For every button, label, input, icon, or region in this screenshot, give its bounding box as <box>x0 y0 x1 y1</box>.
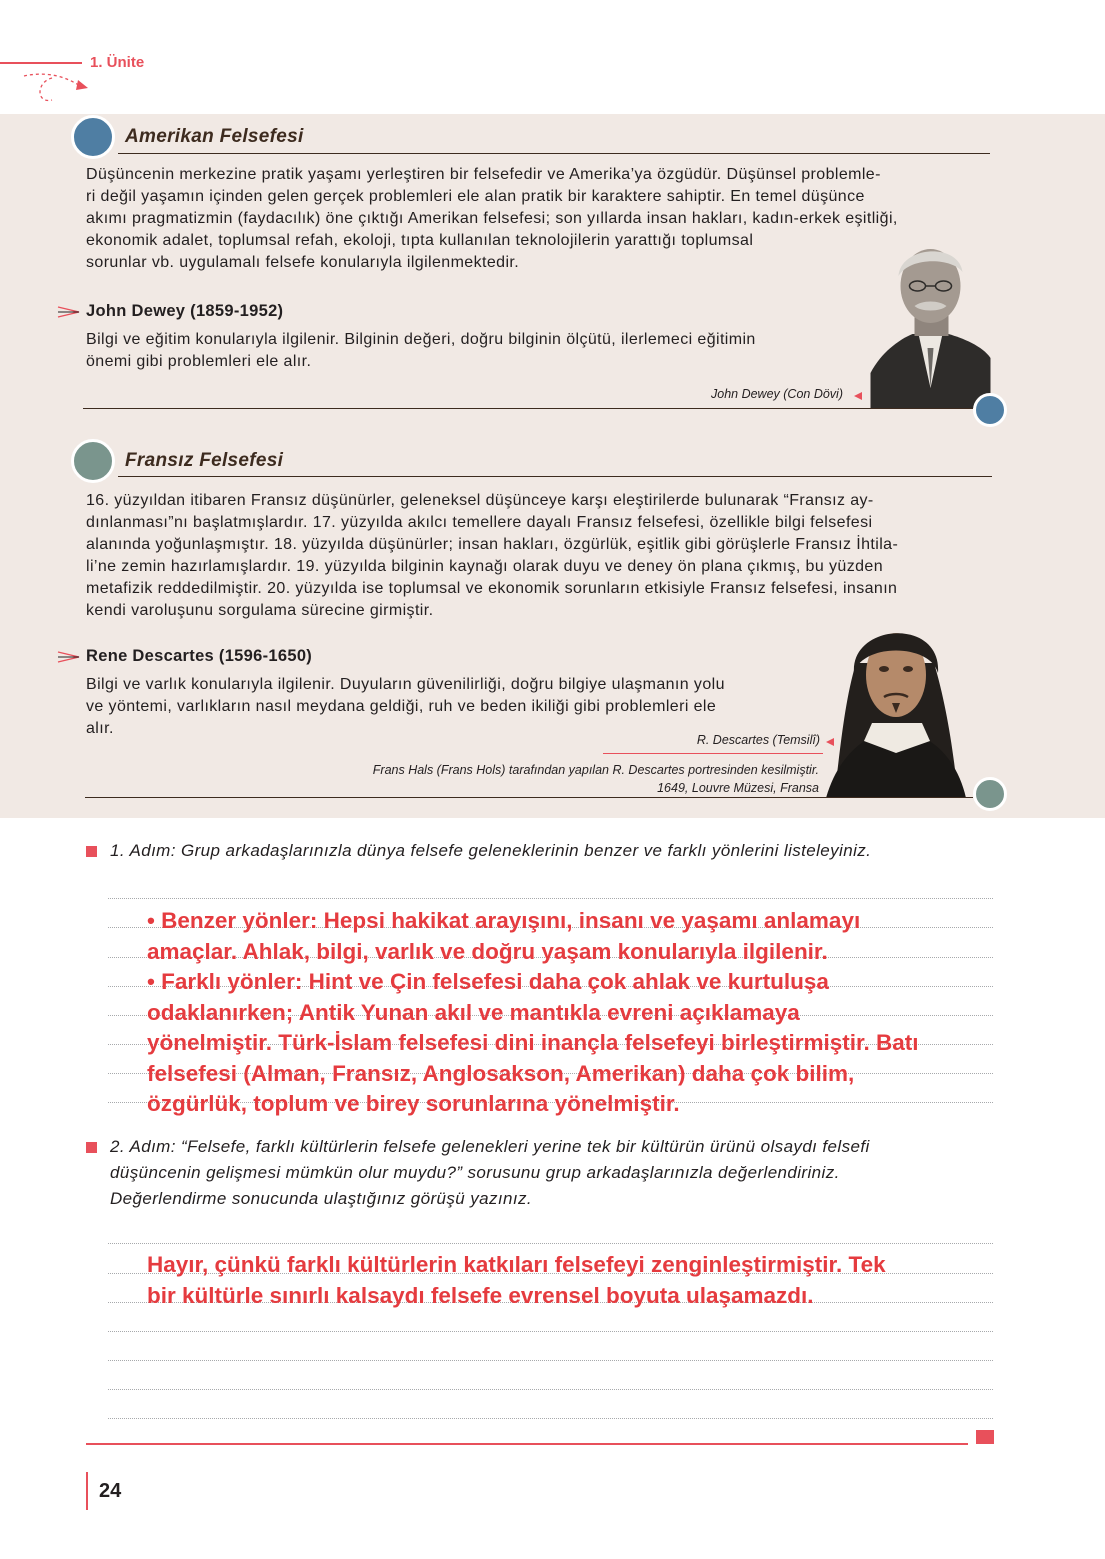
dashed-arrow-icon <box>22 70 92 110</box>
person-name-dewey: John Dewey (1859-1952) <box>86 302 284 320</box>
pointer-arrow-icon <box>57 650 81 664</box>
step-2-answer[interactable]: Hayır, çünkü farklı kültürlerin katkıları felsefeyi zenginleştirmiştir. Tek bir kültürle sınırlı kalsaydı felsefe evrensel boyuta ulaşamazdı. <box>147 1252 886 1308</box>
section-circle-american <box>71 115 115 159</box>
step-1-label: 1. Adım: <box>110 841 176 860</box>
answer-line <box>108 1331 993 1332</box>
section-rule-french <box>118 476 992 477</box>
page-number: 24 <box>99 1480 122 1502</box>
step-2-text: 2. Adım: “Felsefe, farklı kültürlerin felsefe gelenekleri yerine tek bir kültürün ürünü olsaydı felsefi düşüncenin gelişmesi mümkün olur muydu?” sorusunu grup arkadaşlarınızla değerlendiriniz. Değerlendirme sonucunda ulaştığınız görüşü yazınız. <box>110 1137 870 1208</box>
american-paragraph: Düşüncenin merkezine pratik yaşamı yerleştiren bir felsefedir ve Amerika’ya özgüdür. Düşünsel problemle- ri değil yaşamın içinden gelen gerçek problemleri ele alan pratik bir karaktere sahiptir. En temel düşünce akımı pragmatizmin (faydacılık) öne çıktığı Amerikan felsefesi; son yıllarda insan hakları, kadın-erkek eşitliği, ekonomik adalet, toplumsal refah, ekoloji, tıpta kullanılan teknolojilerin yarattığı toplumsal sorunlar vb. uygulamalı felsefe konularıyla ilgilenmektedir. <box>86 166 898 271</box>
answer-line <box>108 1389 993 1390</box>
answer-line <box>108 898 993 899</box>
corner-circle-french <box>973 777 1007 811</box>
descartes-source: Frans Hals (Frans Hols) tarafından yapılan R. Descartes portresinden kesilmiştir. 1649, Louvre Müzesi, Fransa <box>372 763 819 795</box>
american-bottom-rule <box>83 408 973 409</box>
step-bullet <box>86 1142 97 1153</box>
rene-descartes-portrait <box>826 603 966 798</box>
section-title-american: Amerikan Felsefesi <box>125 126 304 147</box>
person-name-descartes: Rene Descartes (1596-1650) <box>86 647 313 665</box>
footer-mark <box>976 1430 994 1444</box>
answer-line <box>108 1243 993 1244</box>
answer-line <box>108 1418 993 1419</box>
dewey-description: Bilgi ve eğitim konularıyla ilgilenir. Bilginin değeri, doğru bilginin ölçütü, ilerlemeci eğitimin önemi gibi problemleri ele alır. <box>86 331 756 370</box>
corner-circle-american <box>973 393 1007 427</box>
step-bullet <box>86 846 97 857</box>
dewey-caption: John Dewey (Con Dövi) <box>711 387 843 401</box>
page-number-bar <box>86 1472 88 1510</box>
answer-line <box>108 1360 993 1361</box>
descartes-description: Bilgi ve varlık konularıyla ilgilenir. Duyuların güvenilirliği, doğru bilgiye ulaşmanın yolu ve yöntemi, varlıkların nasıl meydana geldiği, ruh ve beden ikiliği gibi problemleri ele alır. <box>86 676 725 737</box>
descartes-caption: R. Descartes (Temsilî) <box>696 733 820 747</box>
caption-divider <box>603 753 823 754</box>
section-circle-french <box>71 439 115 483</box>
section-rule-american <box>118 153 990 154</box>
caption-pointer-icon <box>854 392 862 400</box>
french-paragraph: 16. yüzyıldan itibaren Fransız düşünürler, geleneksel düşünceye karşı eleştirilerde bulunarak “Fransız ay- dınlanması”nı başlatmışlardır. 17. yüzyılda akılcı temellere dayalı Fransız felsefesi, özellikle bilgi felsefesi alanında yoğunlaşmıştır. 18. yüzyılda düşünürler; insan hakları, özgürlük, eşitlik gibi görüşlerle Fransız İhtila- li’ne zemin hazırlamışlardır. 19. yüzyılda bilginin kaynağı olarak duyu ve deney ön plana çıkmış, bu yüzden metafizik reddedilmiştir. 20. yüzyılda ise toplumsal ve ekonomik sorunların etkisiyle Fransız felsefesi, insanın kendi varoluşunu sorgulama sürecine girmiştir. <box>86 492 899 619</box>
step-1-instruction: Grup arkadaşlarınızla dünya felsefe geleneklerinin benzer ve farklı yönlerini listeleyiniz. <box>181 841 872 860</box>
unit-label: 1. Ünite <box>90 54 145 71</box>
french-bottom-rule <box>85 797 973 798</box>
footer-rule <box>86 1443 968 1445</box>
step-2-label: 2. Adım: <box>110 1137 176 1156</box>
unit-header-line <box>0 62 82 64</box>
step-1-text <box>110 838 1010 864</box>
pointer-arrow-icon <box>57 305 81 319</box>
section-title-french: Fransız Felsefesi <box>125 450 284 471</box>
caption-pointer-icon <box>826 738 834 746</box>
john-dewey-portrait <box>870 238 991 408</box>
step-1-answer[interactable]: • Benzer yönler: Hepsi hakikat arayışını, insanı ve yaşamı anlamayı amaçlar. Ahlak, bilgi, varlık ve doğru yaşam konularıyla ilgilenir. • Farklı yönler: Hint ve Çin felsefesi daha çok ahlak ve kurtuluşa odaklanırken; Antik Yunan akıl ve mantıkla evreni açıklamaya yönelmiştir. Türk-İslam felsefesi dini inançla felsefeyi birleştirmiştir. Batı felsefesi (Alman, Fransız, Anglosakson, Amerikan) daha çok bilim, özgürlük, toplum ve birey sorunlarına yönelmiştir. <box>147 908 919 1116</box>
